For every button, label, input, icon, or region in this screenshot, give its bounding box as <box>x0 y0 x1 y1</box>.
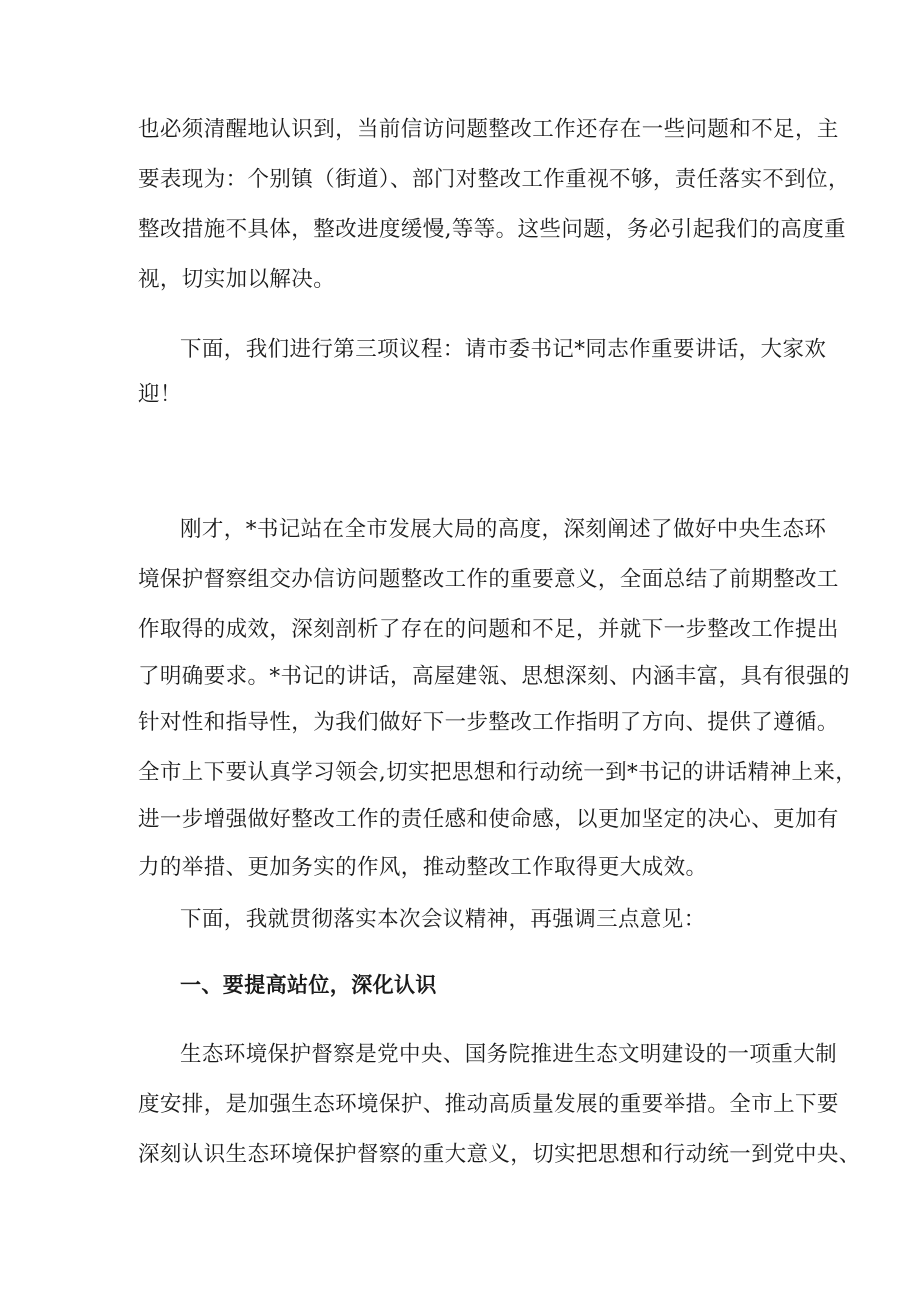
paragraph-1-line-3: 整改措施不具体，整改进度缓慢,等等。这些问题，务必引起我们的高度重 <box>138 217 847 242</box>
paragraph-1-line-2: 要表现为：个别镇（街道）、部门对整改工作重视不够，责任落实不到位， <box>138 167 850 192</box>
paragraph-1-line-4: 视，切实加以解决。 <box>138 267 336 292</box>
section-heading-1: 一、要提高站位，深化认识 <box>180 973 437 997</box>
paragraph-5-line-1: 生态环境保护督察是党中央、国务院推进生态文明建设的一项重大制 <box>180 1042 838 1067</box>
paragraph-4-line-1: 下面，我就贯彻落实本次会议精神，再强调三点意见： <box>180 907 706 932</box>
paragraph-3-line-8: 力的举措、更加务实的作风，推动整改工作取得更大成效。 <box>138 855 708 880</box>
paragraph-3-line-5: 针对性和指导性，为我们做好下一步整改工作指明了方向、提供了遵循。 <box>138 710 839 735</box>
paragraph-3-line-3: 作取得的成效，深刻剖析了存在的问题和不足，并就下一步整改工作提出 <box>138 617 839 642</box>
paragraph-3-line-1: 刚才，*书记站在全市发展大局的高度，深刻阐述了做好中央生态环 <box>180 517 827 542</box>
paragraph-5-line-2: 度安排，是加强生态环境保护、推动高质量发展的重要举措。全市上下要 <box>138 1092 839 1117</box>
paragraph-3-line-2: 境保护督察组交办信访问题整改工作的重要意义，全面总结了前期整改工 <box>138 567 839 592</box>
paragraph-3-line-6: 全市上下要认真学习领会,切实把思想和行动统一到*书记的讲话精神上来， <box>138 760 858 785</box>
paragraph-2-line-1: 下面，我们进行第三项议程：请市委书记*同志作重要讲话，大家欢 <box>180 337 827 362</box>
paragraph-3-line-7: 进一步增强做好整改工作的责任感和使命感，以更加坚定的决心、更加有 <box>138 807 839 832</box>
paragraph-3-line-4: 了明确要求。*书记的讲话，高屋建瓴、思想深刻、内涵丰富，具有很强的 <box>138 664 850 689</box>
paragraph-2-line-2: 迎！ <box>138 382 182 407</box>
paragraph-5-line-3: 深刻认识生态环境保护督察的重大意义，切实把思想和行动统一到党中央、 <box>138 1142 861 1167</box>
paragraph-1-line-1: 也必须清醒地认识到，当前信访问题整改工作还存在一些问题和不足，主 <box>138 117 839 142</box>
